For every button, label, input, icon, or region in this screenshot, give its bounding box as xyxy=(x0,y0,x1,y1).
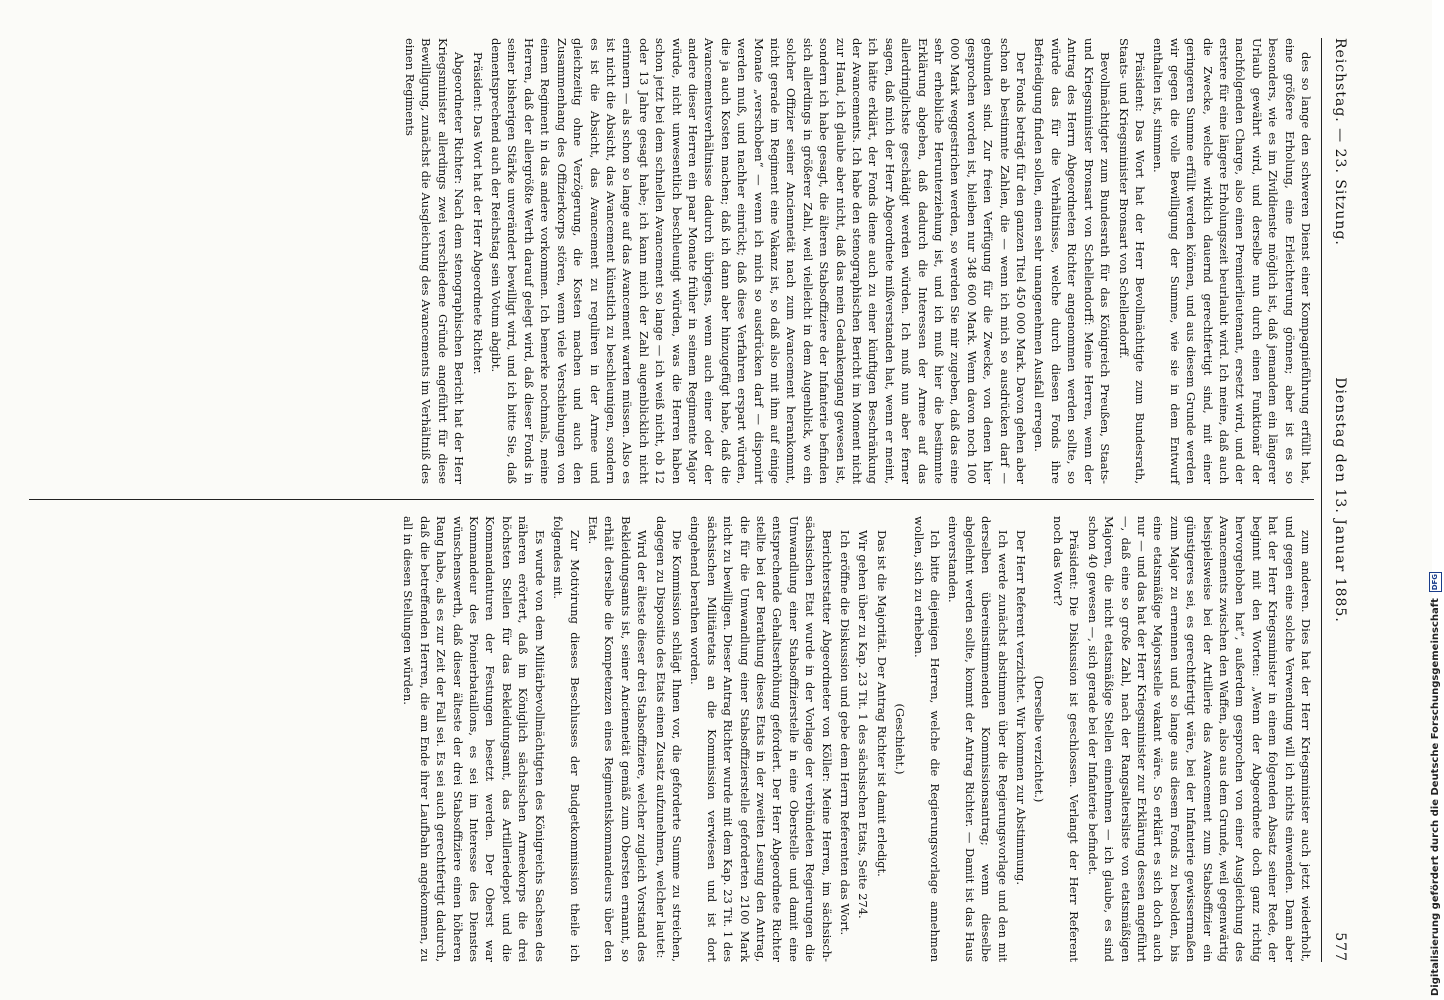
paragraph: Wird der älteste dieser drei Stabsoffiziere, welcher zugleich Vorstand des Bekleidungsamts ist, seiner Anciennetät gemäß zum Obersten ernannt, so erhält derselbe die Kompetenzen eines Regimentskommandeurs über den Etat. xyxy=(585,516,650,962)
header-date: Dienstag den 13. Januar 1885. xyxy=(1332,377,1348,623)
page-header xyxy=(1326,38,1348,962)
paragraph: Ich bitte diejenigen Herren, welche die Regierungsvorlage annehmen wollen, sich zu erheben. xyxy=(911,516,943,962)
paragraph: Es wurde von dem Militärbevollmächtigten des Königreichs Sachsen des näheren erörtert, daß im Königlich sächsischen Armeekorps die drei höchsten Stellen für das Bekleidungsamt, das Artilleriedepot und die Kommandanturen der Festungen besetzt werden. Der Oberst war Kommandeur des Pionierbataillons, es sei im Interesse des Dienstes wünschenswerth, daß dieser älteste der drei Stabsoffiziere einen höheren Rang habe, als es zur Zeit der Fall sei. Es sei auch gerechtfertigt dadurch, daß die betreffenden Herren, die am Ende ihrer Laufbahn angekommen, zu all in diesen Stellungen würden. xyxy=(401,516,547,962)
dfg-logo-icon: DFG xyxy=(1429,572,1442,592)
paragraph: zum anderen. Dies hat der Herr Kriegsminister auch jetzt wiederholt, und gegen eine solche Verwendung will ich nichts einwenden. Dann aber hat der Herr Kriegsminister in einem folgenden Absatz seiner Rede, der beginnt mit den Worten: „Wenn der Abgeordnete doch ganz richtig hervorgehoben hat“, außerdem gesprochen von einer Ausgleichung des Avancements zwischen den Waffen, also aus dem Grunde, weil gegenwärtig beispielsweise bei der Artillerie das Avancement zum Stabsoffizier ein günstigeres sei, es gerechtfertigt wäre, bei der Infanterie gewissermaßen zum Major zu ernennen und so lange aus diesem Fonds zu besolden, bis eine etatsmäßige Majorsstelle vakant wäre. So erklärt es sich doch auch nur — und das hat der Herr Kriegsminister zur Erklärung dessen angeführt —, daß eine so große Zahl, nach der Rangsaltersliste von etatsmäßigen Majoren, die nicht etatsmäßige Stellen einnehmen — ich glaube, es sind schon 40 gewesen —, sich gerade bei der Infanterie befindet. xyxy=(1085,516,1313,962)
paragraph: des so lange den schweren Dienst einer Kompagnieführung erfüllt hat, eine größere Erholung, eine Erleichterung gönnen; aber ist es so besonders, wie es im Zivildienste möglich ist, daß jemandem ein längerer Urlaub gewährt wird, und derselbe nun durch einen Funktionär der nachfolgenden Charge, also einen Premierlieutenant, ersetzt wird, und der erstere für eine längere Erholungszeit beurlaubt wird. Ich meine, daß auch die Zwecke, welche wirklich dauernd gerechtfertigt sind, mit einer geringeren Summe erfüllt werden können, und aus diesem Grunde werden wir gegen die volle Bewilligung der Summe, wie sie in dem Entwurf enthalten ist, stimmen. xyxy=(1151,38,1313,484)
paragraph: Ich werde zunächst abstimmen über die Regierungsvorlage und den mit derselben übereinstimmenden Kommissionsantrag; wenn dieselbe abgelehnt werden sollte, kommt der Antrag Richter. — Damit ist das Haus einverstanden. xyxy=(946,516,1010,962)
paragraph: Präsident: Das Wort hat der Herr Bevollmächtigte zum Bundesrath, Staats- und Kriegsminister Bronsart von Schellendorff. xyxy=(1116,38,1147,484)
paragraph: Abgeordneter Richter: Nach dem stenographischen Bericht hat der Herr Kriegsminister allerdings zwei verschiedene Gründe angeführt für diese Bewilligung, zunächst die Ausgleichung des Avancements im Verhältniß des einen Regiments xyxy=(403,38,467,484)
header-page-number: 577 xyxy=(1332,932,1348,962)
paragraph: Der Herr Referent verzichtet. Wir kommen zur Abstimmung. xyxy=(1014,530,1029,886)
paragraph: Das ist die Majorität. Der Antrag Richter ist damit erledigt. xyxy=(874,530,889,877)
paragraph: Zur Motivirung dieses Beschlusses der Budgetkommission theile ich folgendes mit. xyxy=(551,516,582,962)
paragraph: Der Fonds beträgt für den ganzen Titel 450 000 Mark. Davon gehen aber schon ab bestimmte Zahlen, die — wenn ich mich so ausdrücken darf — gebunden sind. Zur freien Verfügung für die Zwecke, von denen hier gesprochen worden ist, bleiben nur 348 600 Mark. Wenn davon noch 100 000 Mark weggestrichen werden, so werden Sie mir zugeben, daß das eine sehr erhebliche Herunterziehung ist, und ich muß hier die bestimmte Erklärung abgeben, daß dadurch die Interessen der Armee auf das allerdringlichste geschädigt werden würden. Ich muß nun aber ferner sagen, daß mich der Herr Abgeordnete mißverstanden hat, wenn er meint, ich hätte erklärt, der Fonds diene auch zu einer künftigen Beschränkung der Avancements. Ich habe den stenographischen Bericht im Moment nicht zur Hand, ich glaube aber nicht, daß das mein Gedankengang gewesen ist, sondern ich habe gesagt, die älteren Stabsoffiziere der Infanterie befinden sich allerdings in größerer Zahl, weil vielleicht in dem Augenblick, wo ein solcher Offizier seiner Anciennetät nach zum Avancement herankommt, nicht gerade im Regiment eine Vakanz ist, so daß also mit ihm auf einige Monate „verschoben“ — wenn ich mich so ausdrücken darf — disponirt werden muß, und nachher einrückt; daß diese Verfahren erspart würden, die ja auch Kosten machen; daß ich dann aber hinzugefügt habe, daß die Avancementsverhältnisse dadurch übrigens, wenn auch einer oder der andere dieser Herren ein paar Monate früher in seinem Regimente Major würde, nicht unwesentlich beschleunigt würden, was die Herren haben schon jetzt bei dem schnellen Avancement so lange — ich weiß nicht, ob 12 oder 13 Jahre gesagt habe; ich kann mich der Zahl augenblicklich nicht erinnern — als schon so lange auf das Avancement warten müssen. Also es ist nicht die Absicht, das Avancement künstlich zu beschleunigen, sondern es ist die Absicht, das Avancement zu reguliren in der Armee und gleichzeitig ohne Verzögerung, die Kosten machen und auch den Zusammenhang des Offizierkorps stören, wenn viele Verschiebungen von einem Regiment in das andere vorkommen. Ich bemerke nochmals, meine Herren, daß der allergrößte Werth darauf gelegt wird, daß dieser Fonds in seiner bisherigen Stärke unverändert bewilligt wird, und ich bitte Sie, daß dementsprechend auch der Reichstag sein Votum abgibt. xyxy=(489,38,1029,484)
left-column xyxy=(29,38,1314,484)
paragraph: Präsident: Das Wort hat der Herr Abgeordnete Richter. xyxy=(470,52,485,375)
paragraph: Die Kommission schlägt Ihnen vor, die geforderte Summe zu streichen, dagegen zu Dispositio des Etats einen Zusatz aufzunehmen, welcher lautet: xyxy=(653,516,684,962)
right-column xyxy=(29,516,1314,962)
header-rule xyxy=(1321,38,1322,962)
funding-text: Digitalisierung gefördert durch die Deutsche Forschungsgemeinschaft xyxy=(1429,598,1441,996)
paragraph: Ich eröffne die Diskussion und gebe dem Herrn Referenten das Wort. xyxy=(838,530,853,936)
paragraph: Wir gehen über zu Kap. 23 Tit. 1 des sächsischen Etats, Seite 274. xyxy=(856,530,871,919)
paragraph: (Derselbe verzichtet.) xyxy=(1032,675,1047,803)
paragraph: Berichterstatter Abgeordneter von Köller: Meine Herren, im sächsisch-sächsischen Etat wurde in der Vorlage der verbündeten Regierungen die Umwandlung einer Stabsoffizierstelle in eine Oberstelle und damit eine entsprechende Gehaltserhöhung gefordert. Der Herr Abgeordnete Richter stellte bei der Berathung dieses Etats in der zweiten Lesung den Antrag, die für die Umwandlung einer Stabsoffizierstelle geforderten 2100 Mark nicht zu bewilligen. Dieser Antrag Richter wurde mit dem Kap. 23 Tit. 1 des sächsischen Militäretats an die Kommission verwiesen und ist dort eingehend berathen worden. xyxy=(688,516,834,962)
paragraph: (Geschieht.) xyxy=(893,703,908,775)
digitization-note xyxy=(1406,0,1441,1000)
header-session: Reichstag. — 23. Sitzung. xyxy=(1332,38,1348,246)
paragraph: Präsident: Die Diskussion ist geschlossen. Verlangt der Herr Referent noch das Wort? xyxy=(1050,516,1082,962)
digitization-note-text xyxy=(1426,0,1444,1000)
column-divider xyxy=(29,499,1314,500)
paragraph: Bevollmächtigter zum Bundesrath für das Königreich Preußen, Staats- und Kriegsminister Bronsart von Schellendorff: Meine Herren, wenn der Antrag des Herrn Abgeordneten Richter angenommen werden sollte, so würde das für die Verhältnisse, welche durch diesen Fonds ihre Befriedigung finden sollen, einen sehr unangenehmen Ausfall erregen. xyxy=(1032,38,1113,484)
